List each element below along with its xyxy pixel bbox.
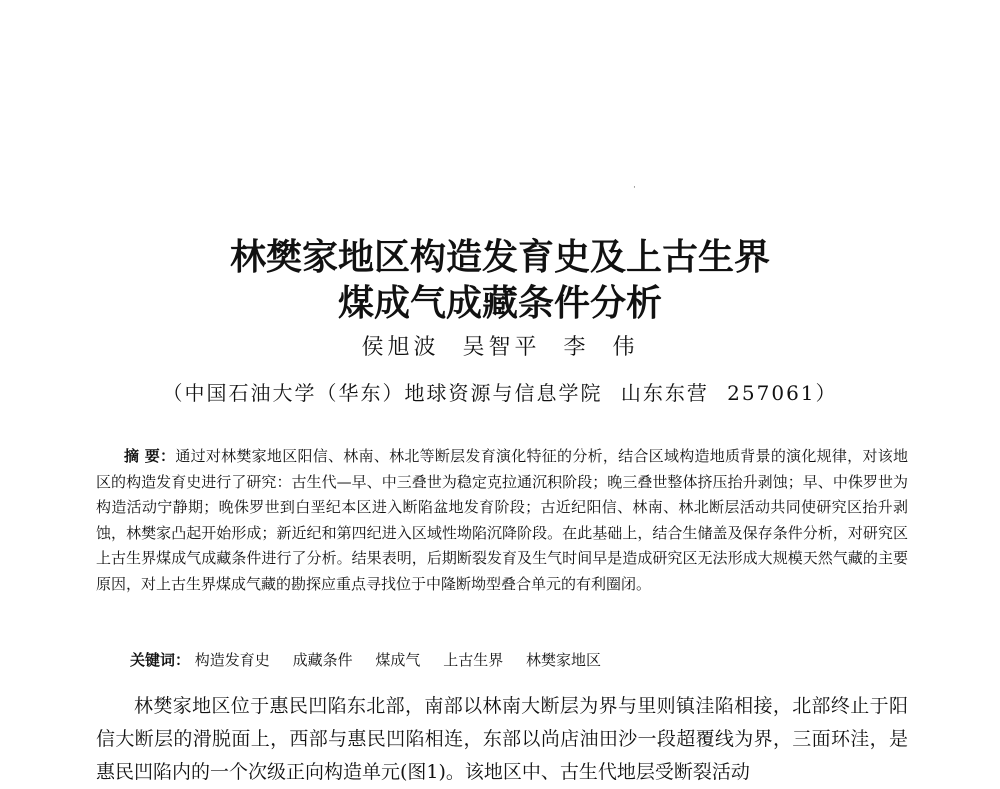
abstract-text: 通过对林樊家地区阳信、林南、林北等断层发育演化特征的分析，结合区域构造地质背景的演化规律，对该地区的构造发育史进行了研究：古生代—早、中三叠世为稳定克拉通沉积阶段；晚三叠世整体挤压抬升剥蚀；早、中侏罗世为构造活动宁静期；晚侏罗世到白垩纪本区进入断陷盆地发育阶段；古近纪阳信、林南、林北断层活动共同使研究区抬升剥蚀，林樊家凸起开始形成；新近纪和第四纪进入区域性坳陷沉降阶段。在此基础上，结合生储盖及保存条件分析，对研究区上古生界煤成气成藏条件进行了分析。结果表明，后期断裂发育及生气时间早是造成研究区无法形成大规模天然气藏的主要原因，对上古生界煤成气藏的勘探应重点寻找位于中隆断坳型叠合单元的有利圈闭。	[96, 447, 908, 593]
paper-title-line-1: 林樊家地区构造发育史及上古生界	[229, 237, 770, 278]
keyword: 构造发育史	[194, 651, 270, 669]
affiliation: （中国石油大学（华东）地球资源与信息学院 山东东营 257061）	[162, 381, 838, 405]
authors: 侯旭波 吴智平 李 伟	[361, 335, 639, 360]
scan-speck: ·	[633, 183, 636, 193]
keyword: 林樊家地区	[525, 651, 601, 669]
body-paragraph: 林樊家地区位于惠民凹陷东北部，南部以林南大断层为界与里则镇洼陷相接，北部终止于阳信大断层的滑脱面上，西部与惠民凹陷相连，东部以尚店油田沙一段超覆线为界，三面环洼，是惠民凹陷内的一个次级正向构造单元(图1)。该地区中、古生代地层受断裂活动	[96, 695, 908, 783]
keyword: 上古生界	[443, 651, 504, 669]
paper-title-line-2: 煤成气成藏条件分析	[337, 283, 662, 324]
abstract	[96, 444, 908, 597]
abstract-label: 摘 要：	[124, 447, 176, 465]
keyword: 煤成气	[375, 651, 421, 669]
keyword: 成藏条件	[292, 651, 353, 669]
keywords-label: 关键词：	[130, 651, 191, 669]
keywords	[96, 648, 908, 673]
